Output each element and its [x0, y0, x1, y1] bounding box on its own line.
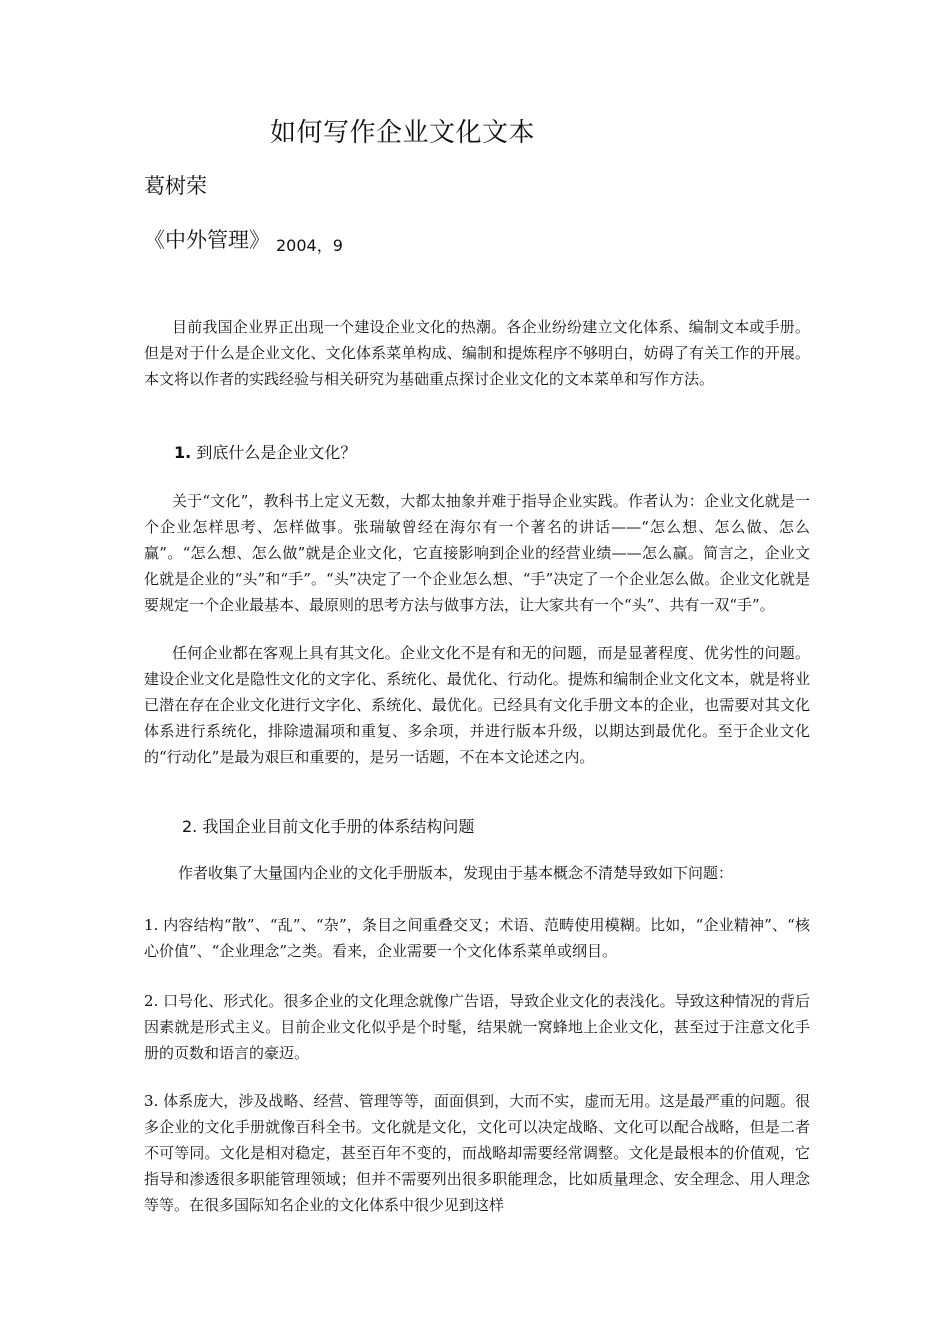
- source-citation: [144, 224, 343, 254]
- section-1-title: 到底什么是企业文化？: [196, 443, 357, 462]
- publication-date: 2004，9: [276, 236, 343, 255]
- section-1-paragraph-1: 关于“文化”，教科书上定义无数，大都太抽象并难于指导企业实践。作者认为：企业文化就是一个企业怎样思考、怎样做事。张瑞敏曾经在海尔有一个著名的讲话——“怎么想、怎么做、怎么赢”。“怎么想、怎么做”就是企业文化，它直接影响到企业的经营业绩——怎么赢。简言之，企业文化就是企业的“头”和“手”。“头”决定了一个企业怎么想、“手”决定了一个企业怎么做。企业文化就是要规定一个企业最基本、最原则的思考方法与做事方法，让大家共有一个“头”、共有一双“手”。: [144, 492, 810, 614]
- section-2-lead: 作者收集了大量国内企业的文化手册版本，发现由于基本概念不清楚导致如下问题：: [178, 864, 734, 882]
- section-2-item-2: 2. 口号化、形式化。很多企业的文化理念就像广告语，导致企业文化的表浅化。导致这种情况的背后因素就是形式主义。目前企业文化似乎是个时髦，结果就一窝蜂地上企业文化，甚至过于注意文化手册的页数和语言的豪迈。: [144, 992, 810, 1062]
- section-2-heading: 2. 我国企业目前文化手册的体系结构问题: [182, 817, 475, 836]
- document-title: 如何写作企业文化文本: [270, 118, 536, 148]
- section-1-heading: [174, 440, 356, 463]
- section-1-paragraph-2: 任何企业都在客观上具有其文化。企业文化不是有和无的问题，而是显著程度、优劣性的问题。建设企业文化是隐性文化的文字化、系统化、最优化、行动化。提炼和编制企业文化文本，就是将业已潜在存在企业文化进行文字化、系统化、最优化。已经具有文化手册文本的企业，也需要对其文化体系进行系统化，排除遗漏项和重复、多余项，并进行版本升级，以期达到最优化。至于企业文化的“行动化”是最为艰巨和重要的，是另一话题，不在本文论述之内。: [144, 644, 810, 766]
- journal-name: 《中外管理》: [144, 228, 270, 252]
- section-1-number: 1.: [174, 443, 192, 462]
- intro-paragraph: 目前我国企业界正出现一个建设企业文化的热潮。各企业纷纷建立文化体系、编制文本或手册。但是对于什么是企业文化、文化体系菜单构成、编制和提炼程序不够明白，妨碍了有关工作的开展。本文将以作者的实践经验与相关研究为基础重点探讨企业文化的文本菜单和写作方法。: [144, 318, 810, 388]
- author-name: 葛树荣: [144, 174, 207, 198]
- section-2-item-3: 3. 体系庞大，涉及战略、经营、管理等等，面面俱到，大而不实，虚而无用。这是最严重的问题。很多企业的文化手册就像百科全书。文化就是文化，文化可以决定战略、文化可以配合战略，但是二者不可等同。文化是相对稳定，甚至百年不变的，而战略却需要经常调整。文化是最根本的价值观，它指导和渗透很多职能管理领域；但并不需要列出很多职能理念，比如质量理念、安全理念、用人理念等等。在很多国际知名企业的文化体系中很少见到这样: [144, 1092, 810, 1214]
- section-2-item-1: 1. 内容结构“散”、“乱”、“杂”，条目之间重叠交叉；术语、范畴使用模糊。比如，“企业精神”、“核心价值”、“企业理念”之类。看来，企业需要一个文化体系菜单或纲目。: [144, 916, 810, 960]
